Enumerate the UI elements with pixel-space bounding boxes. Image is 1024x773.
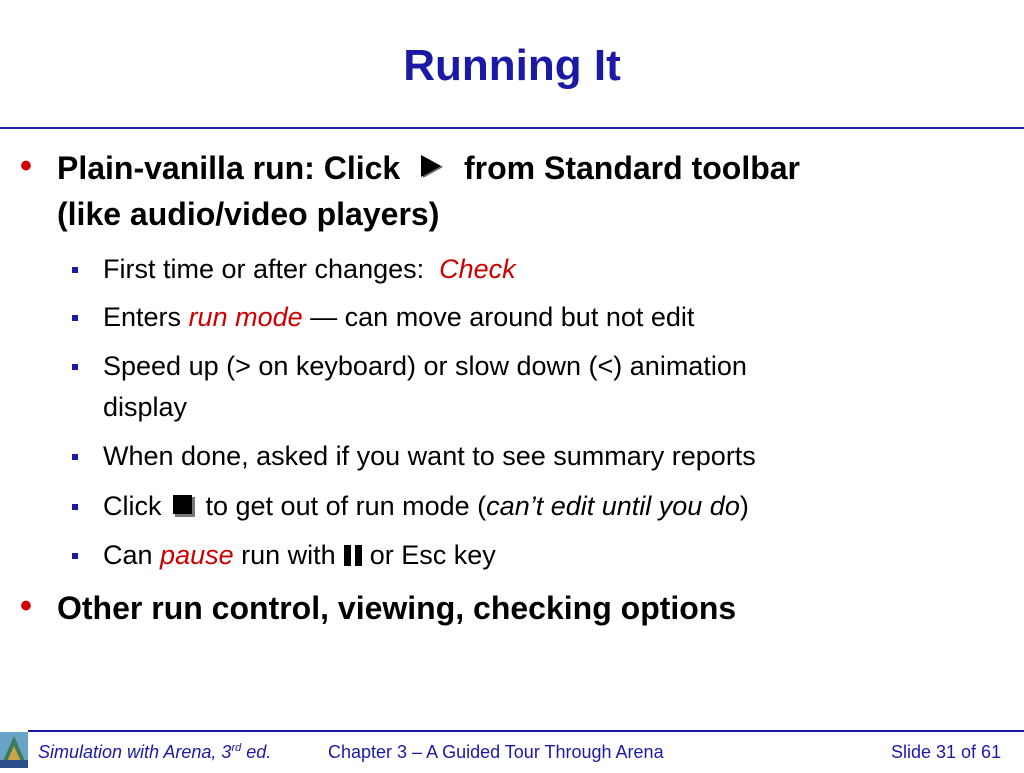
- subbullet-speed-line2: display: [103, 392, 188, 422]
- subbullet-marker: [72, 553, 78, 559]
- subbullet-text: — can move around but not edit: [310, 302, 695, 332]
- subbullet-text: or Esc key: [369, 540, 496, 570]
- subbullet-marker: [72, 267, 78, 273]
- footer-chapter: Chapter 3 – A Guided Tour Through Arena: [328, 742, 664, 762]
- subbullet-speed: Speed up (> on keyboard) or slow down (<) animation: [103, 351, 747, 381]
- title-divider: [0, 127, 1024, 129]
- arena-logo-icon: [0, 732, 28, 768]
- bullet-marker: •: [20, 587, 32, 625]
- footer-slide-number: Slide 31 of 61: [891, 742, 1002, 762]
- footer-text: ed.: [241, 742, 272, 762]
- subbullet-text: to get out of run mode (: [205, 491, 487, 521]
- bullet-text: from Standard toolbar: [463, 150, 800, 186]
- subbullet-text: run with: [241, 540, 336, 570]
- subbullet-marker: [72, 364, 78, 370]
- emphasis-run-mode: run mode: [188, 302, 303, 332]
- footer-superscript: rd: [231, 742, 242, 754]
- emphasis-cant-edit: can’t edit until you do: [486, 491, 740, 521]
- bullet-text: Plain-vanilla run: Click: [57, 150, 401, 186]
- subbullet-text: Can: [103, 540, 153, 570]
- play-icon: [417, 148, 445, 192]
- slide-title: Running It: [403, 41, 621, 90]
- subbullet-marker: [72, 454, 78, 460]
- footer-book-title: [38, 740, 271, 764]
- bullet-other-run-control: Other run control, viewing, checking options: [57, 590, 737, 626]
- footer-text: Simulation with Arena, 3: [38, 742, 232, 762]
- subbullet-text: First time or after changes:: [103, 254, 425, 284]
- subbullet-marker: [72, 315, 78, 321]
- pause-icon: [342, 538, 364, 578]
- subbullet-text: Click: [103, 491, 162, 521]
- emphasis-check: Check: [439, 254, 516, 284]
- subbullet-text: Enters: [103, 302, 182, 332]
- emphasis-pause: pause: [160, 540, 234, 570]
- subbullet-run-mode: [103, 297, 694, 337]
- subbullet-stop: [103, 486, 749, 529]
- subbullet-pause: [103, 535, 496, 578]
- footer-divider: [28, 730, 1024, 732]
- subbullet-marker: [72, 504, 78, 510]
- bullet-line2: (like audio/video players): [57, 196, 440, 232]
- stop-icon: [172, 489, 196, 529]
- bullet-plain-vanilla-run: [57, 146, 800, 192]
- subbullet-text: ): [739, 491, 749, 521]
- subbullet-when-done: When done, asked if you want to see summary reports: [103, 441, 756, 471]
- bullet-marker: •: [20, 147, 32, 185]
- subbullet-check: [103, 249, 516, 289]
